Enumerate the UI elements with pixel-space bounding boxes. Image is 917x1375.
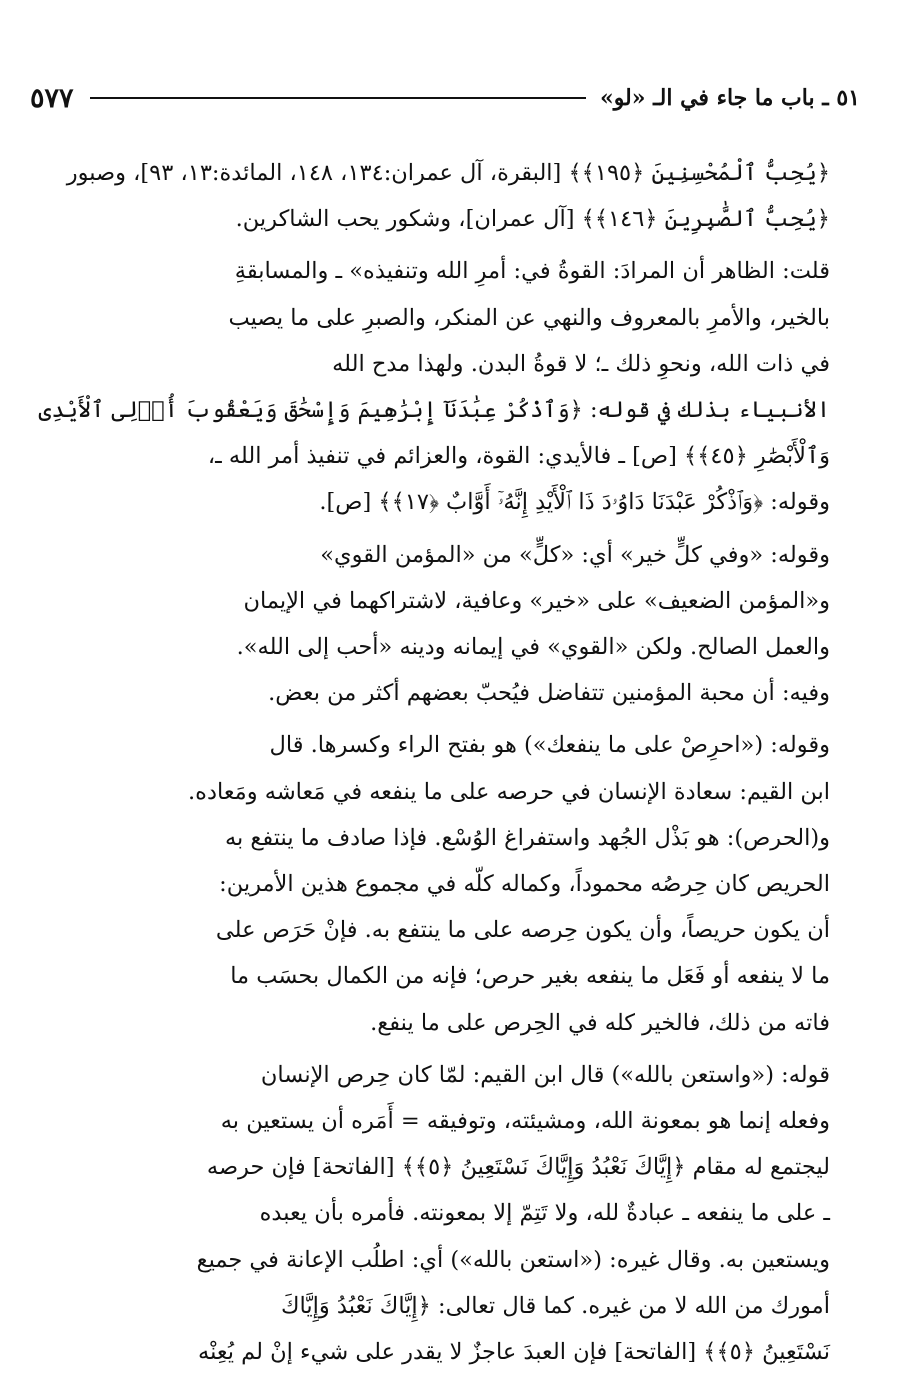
text-line: نَسْتَعِينُ ﴿٥﴾﴾ [الفاتحة] فإن العبدَ عاجزٌ لا يقدر على شيء إنْ لم يُعِنْه	[198, 1339, 830, 1366]
text-line: ليجتمع له مقام ﴿إِيَّاكَ نَعْبُدُ وَإِيَّاكَ نَسْتَعِينُ ﴿٥﴾﴾ [الفاتحة] فإن حرصه	[206, 1154, 830, 1181]
text-line: والعمل الصالح. ولكن «القوي» في إيمانه ودينه «أحب إلى الله».	[236, 634, 830, 661]
header-rule	[90, 97, 586, 99]
text-line: وفيه: أن محبة المؤمنين تتفاضل فيُحبّ بعضهم أكثر من بعض.	[268, 680, 830, 707]
text-line: و«المؤمن الضعيف» على «خير» وعافية، لاشتراكهما في الإيمان	[243, 587, 830, 614]
text-line: و(الحرص): هو بَذْل الجُهد واستفراغ الوُسْع. فإذا صادف ما ينتفع به	[224, 824, 830, 851]
text-line: قلت: الظاهر أن المرادَ: القوةُ في: أمرِ الله وتنفيذه» ـ والمسابقةِ	[234, 258, 830, 285]
page-number: ٥٧٧	[30, 82, 74, 114]
body-text	[38, 150, 830, 1375]
text-line: ما لا ينفعه أو فَعَل ما ينفعه بغير حرص؛ فإنه من الكمال بحسَب ما	[230, 963, 830, 990]
paragraph-qultu	[38, 248, 830, 525]
chapter-title: ٥١ ـ باب ما جاء في الـ «لو»	[599, 85, 860, 111]
text-line: وقوله: ﴿وَٱذْكُرْ عَبْدَنَا دَاوُۥدَ ذَا ٱلْأَيْدِ إِنَّهُۥٓ أَوَّابٌ ﴿١٧﴾﴾ [ص].	[319, 489, 830, 516]
text-line: ـ على ما ينفعه ـ عبادةٌ لله، ولا تَتِمّ إلا بمعونته. فأمره بأن يعبده	[259, 1200, 830, 1227]
text-line: ﴿يُحِبُّ ٱلصَّٰبِرِينَ ﴿١٤٦﴾﴾ [آل عمران]، وشكور يحب الشاكرين.	[235, 206, 830, 233]
text-line: وقوله: «وفي كلٍّ خير» أي: «كلٍّ» من «المؤمن القوي»	[320, 541, 830, 568]
text-line: الحريص كان حِرصُه محموداً، وكماله كلّه في مجموع هذين الأمرين:	[219, 871, 830, 898]
text-line: ويستعين به. وقال غيره: («استعن بالله») أي: اطلُب الإعانة في جميع	[196, 1246, 830, 1273]
text-line: في ذات الله، ونحوِ ذلك ـ؛ لا قوةُ البدن. ولهذا مدح الله	[332, 350, 830, 377]
text-line: أمورك من الله لا من غيره. كما قال تعالى: ﴿إِيَّاكَ نَعْبُدُ وَإِيَّاكَ	[280, 1292, 830, 1319]
paragraph-fi-kullin-khair	[130, 532, 830, 717]
paragraph-ihris	[130, 722, 830, 1045]
text-line: ابن القيم: سعادة الإنسان في حرصه على ما ينفعه في مَعاشه ومَعاده.	[188, 778, 830, 805]
paragraph-verse-continuation	[66, 150, 830, 242]
text-line: وَٱلْأَبْصَٰرِ ﴿٤٥﴾﴾ [ص] ـ فالأيدي: القوة، والعزائم في تنفيذ أمر الله ـ،	[207, 443, 830, 470]
running-header	[30, 78, 860, 118]
text-line: ﴿يُحِبُّ ٱلْمُحْسِنِينَ ﴿١٩٥﴾﴾ [البقرة، آل عمران:١٣٤، ١٤٨، المائدة:١٣، ٩٣]، وصبور	[66, 160, 830, 186]
text-line: بالخير، والأمرِ بالمعروف والنهي عن المنكر، والصبرِ على ما يصيب	[228, 304, 830, 331]
paragraph-istain-billah	[130, 1052, 830, 1375]
text-line: قوله: («واستعن بالله») قال ابن القيم: لمّا كان حِرص الإنسان	[260, 1061, 830, 1088]
text-line: فاته من ذلك، فالخير كله في الحِرص على ما ينفع.	[370, 1009, 830, 1036]
text-line: أن يكون حريصاً، وأن يكون حِرصه على ما ينتفع به. فإنْ حَرَص على	[215, 917, 830, 944]
text-line: الأنبياء بذلك في قوله: ﴿وَٱذْكُرْ عِبَٰدَنَآ إِبْرَٰهِيمَ وَإِسْحَٰقَ وَيَعْقُوبَ أُو۟لِى ٱلْأَيْدِى	[38, 397, 830, 424]
text-line: وقوله: («احرِصْ على ما ينفعك») هو بفتح الراء وكسرها. قال	[269, 732, 830, 759]
text-line: وفعله إنما هو بمعونة الله، ومشيئته، وتوفيقه = أَمَره أن يستعين به	[220, 1108, 830, 1135]
